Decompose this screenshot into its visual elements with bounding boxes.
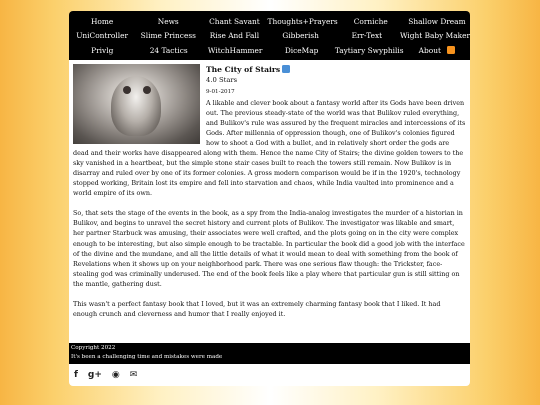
nav-row [69, 29, 470, 44]
post-paragraph: So, that sets the stage of the events in the book, as a spy from the India-analog investigates the murder of a historian in Bulikov, and begins to unravel the secret history and current plots of Bulikov. The investigator was likable and smart, her partner Starbuck was amusing, their associates were well crafted, and the plots going on in the city were complex enough to be interesting, but also simple enough to be tractable. In particular the book did a good job with the interface of the divine and the mundane, and all the little details of what it would mean to deal with something from the book of Revelations when it shows up on your neighborhood park. There was one serious flaw though: the Trickster, face-stealing god was criminally underused. The end of the book feels like a play where that particular gun is still sitting on the mantle, gathering dust. [73, 209, 465, 288]
post-paragraph: This wasn't a perfect fantasy book that I loved, but it was an extremely charming fantasy book that I liked. It had enough crunch and cleverness and humor that I really enjoyed it. [73, 299, 441, 318]
post-date: 9-01-2017 [206, 88, 235, 95]
post-rating: 4.0 Stars [206, 75, 238, 84]
email-icon[interactable]: ✉ [129, 369, 138, 380]
nav-item-err-text[interactable]: Err-Text [351, 31, 383, 41]
kitten-figure [111, 76, 161, 136]
rss-icon[interactable] [447, 46, 455, 54]
footer [69, 343, 470, 364]
page-container [69, 11, 470, 386]
nav-item-gibberish[interactable]: Gibberish [282, 31, 319, 41]
kitten-eye [143, 86, 151, 94]
nav-item-about[interactable]: About [418, 45, 441, 55]
nav-item-news[interactable]: News [157, 16, 179, 26]
reddit-icon[interactable]: ◉ [111, 369, 120, 380]
nav-item-unicontroller[interactable]: UniController [76, 31, 128, 41]
nav-item-thoughts-prayers[interactable]: Thoughts+Prayers [267, 16, 338, 26]
nav-item-rise-and-fall[interactable]: Rise And Fall [209, 31, 260, 41]
footer-copyright: Copyright 2022 [71, 344, 116, 351]
nav-item-privlg[interactable]: Privlg [91, 45, 114, 55]
post-content [69, 60, 470, 343]
nav-item-slime-princess[interactable]: Slime Princess [140, 31, 196, 41]
nav-item-corniche[interactable]: Corniche [353, 16, 388, 26]
top-navigation [69, 11, 470, 60]
nav-row [69, 14, 470, 29]
kitten-image [73, 64, 200, 144]
nav-item-taytiary-swyphilis[interactable]: Taytiary Swyphilis [334, 45, 404, 55]
nav-item-shallow-dream[interactable]: Shallow Dream [408, 16, 466, 26]
nav-item-chant-savant[interactable]: Chant Savant [209, 16, 260, 26]
nav-item-about-wrapper [404, 46, 470, 55]
nav-item-home[interactable]: Home [90, 16, 114, 26]
post-paragraph: A likable and clever book about a fantasy world after its Gods have been driven out. The previous steady-state of the world was that Bulikov ruled everything, and Bulikov's rule was assured by the frequent miracles and intercessions of its Gods. After millennia of oppression though, one of Bulikov's colonies figured how to shoot a God with a bullet, and in relatively short order the gods are dead and their works have disappeared along with them. Hence the name City of Stairs; the divine golden towers to the sky vanished in a heartbeat, but the simple stone stair cases built to reach the towers still remain. Now Bulikov is in disarray and ruled over by one of its former colonies. A gross modern comparison would be if in the 1920's, technology stopped working, Britain lost its empire and fell into starvation and chaos, while India vaulted into prominence and a world empire of its own. [73, 98, 466, 198]
facebook-icon[interactable]: f [74, 369, 78, 380]
nav-item-24-tactics[interactable]: 24 Tactics [149, 45, 188, 55]
footer-tagline: It's been a challenging time and mistakes were made [71, 353, 223, 360]
nav-item-wight-baby-maker[interactable]: Wight Baby Maker [399, 31, 471, 41]
nav-item-witchhammer[interactable]: WitchHammer [207, 45, 263, 55]
google-plus-icon[interactable]: g+ [87, 369, 102, 380]
nav-row [69, 43, 470, 58]
rss-feed-icon[interactable] [282, 65, 290, 73]
nav-item-dicemap[interactable]: DiceMap [284, 45, 319, 55]
social-share-bar [69, 364, 470, 386]
post-title[interactable]: The City of Stairs [206, 64, 281, 74]
kitten-eye [123, 86, 131, 94]
